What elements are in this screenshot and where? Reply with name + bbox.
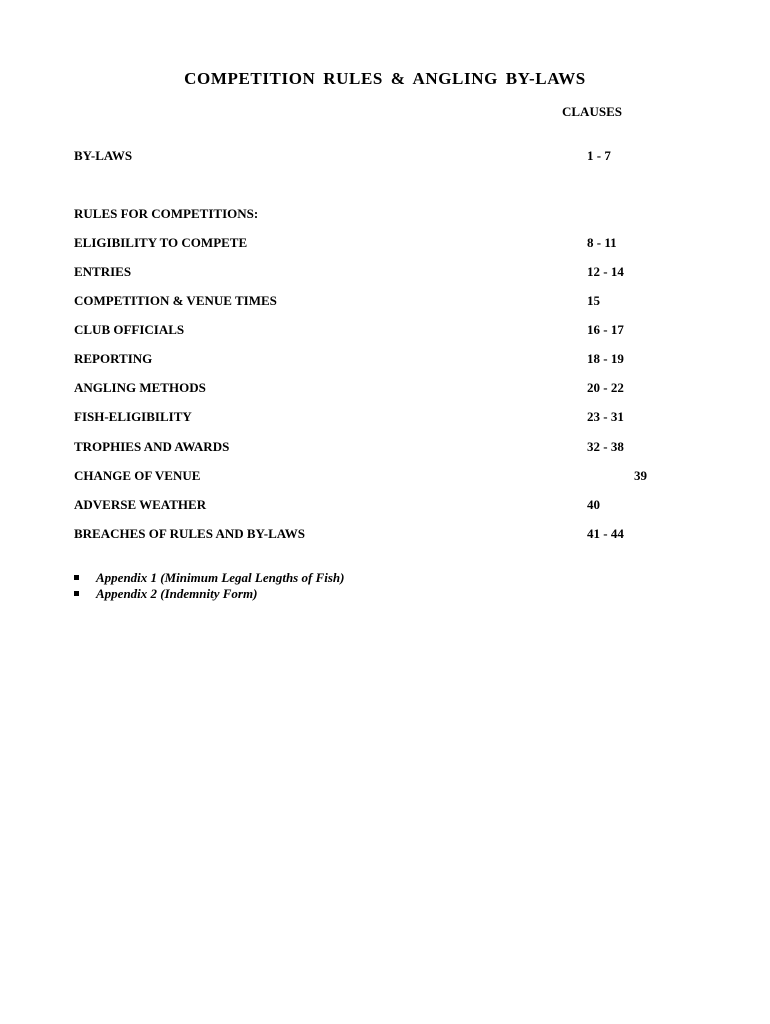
- rule-row: [74, 526, 674, 544]
- rule-clauses: 18 - 19: [587, 351, 624, 366]
- clauses-column-header: CLAUSES: [562, 104, 622, 119]
- rule-row: [74, 351, 674, 369]
- appendix-1-label: Appendix 1 (Minimum Legal Lengths of Fish): [96, 570, 345, 585]
- rule-clauses: 12 - 14: [587, 264, 624, 279]
- rule-label: TROPHIES AND AWARDS: [74, 439, 230, 454]
- rule-row: [74, 409, 674, 427]
- square-bullet-icon: [74, 575, 79, 580]
- document-title: COMPETITION RULES & ANGLING BY-LAWS: [184, 69, 586, 88]
- rule-clauses: 39: [634, 468, 647, 483]
- rule-label: ADVERSE WEATHER: [74, 497, 207, 512]
- bylaws-label: BY-LAWS: [74, 148, 133, 163]
- rule-label: CHANGE OF VENUE: [74, 468, 201, 483]
- rule-label: ELIGIBILITY TO COMPETE: [74, 235, 248, 250]
- rule-label: REPORTING: [74, 351, 153, 366]
- list-item: [74, 586, 344, 602]
- rule-row: [74, 322, 674, 340]
- rule-label: COMPETITION & VENUE TIMES: [74, 293, 277, 308]
- appendix-2-label: Appendix 2 (Indemnity Form): [96, 586, 258, 601]
- rule-row: [74, 439, 674, 457]
- list-item: [74, 570, 344, 586]
- rule-label: ENTRIES: [74, 264, 132, 279]
- rule-clauses: 20 - 22: [587, 380, 624, 395]
- square-bullet-icon: [74, 591, 79, 596]
- rule-row: [74, 380, 674, 398]
- rule-clauses: 23 - 31: [587, 409, 624, 424]
- rule-label: CLUB OFFICIALS: [74, 322, 185, 337]
- rule-row: [74, 264, 674, 282]
- rule-clauses: 16 - 17: [587, 322, 624, 337]
- rule-clauses: 15: [587, 293, 600, 308]
- rule-row: [74, 468, 674, 486]
- rule-clauses: 8 - 11: [587, 235, 617, 250]
- rule-label: FISH-ELIGIBILITY: [74, 409, 192, 424]
- bylaws-row: [74, 148, 674, 166]
- rule-clauses: 41 - 44: [587, 526, 624, 541]
- appendix-list: [74, 570, 344, 602]
- rule-clauses: 40: [587, 497, 600, 512]
- rule-row: [74, 235, 674, 253]
- rule-label: BREACHES OF RULES AND BY-LAWS: [74, 526, 305, 541]
- rule-row: [74, 497, 674, 515]
- rule-clauses: 32 - 38: [587, 439, 624, 454]
- rule-label: ANGLING METHODS: [74, 380, 206, 395]
- section-heading: RULES FOR COMPETITIONS:: [74, 206, 259, 221]
- bylaws-clauses: 1 - 7: [587, 148, 611, 163]
- rule-row: [74, 293, 674, 311]
